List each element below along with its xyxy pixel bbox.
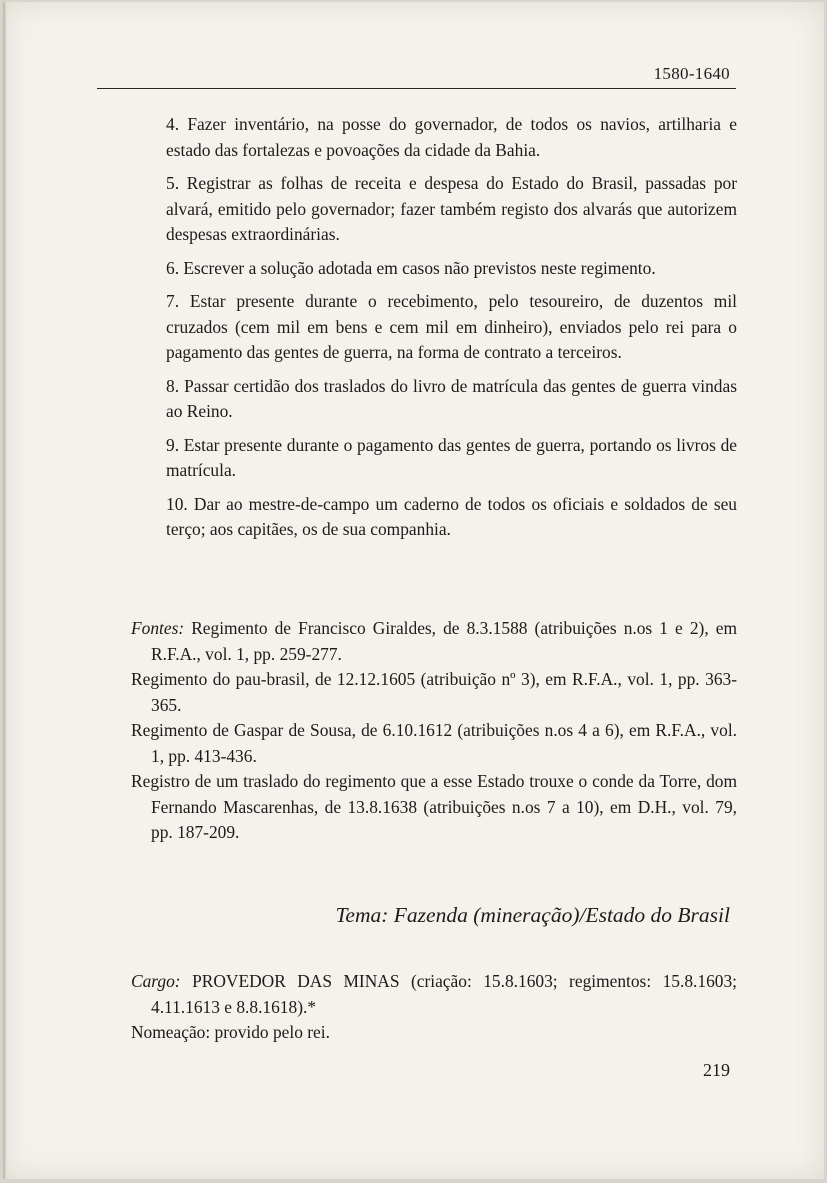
cargo-line	[131, 969, 737, 1020]
cargo-label: Cargo:	[131, 971, 181, 991]
attribution-item-7: 7. Estar presente durante o recebimento, pelo tesoureiro, de duzentos mil cruzados (cem mil em bens e cem mil em dinheiro), enviados pelo rei para o pagamento das gentes de guerra, na forma de contrato a terceiros.	[166, 291, 737, 362]
source-entry-text: Regimento de Francisco Giraldes, de 8.3.1588 (atribuições n.os 1 e 2), em R.F.A., vol. 1, pp. 259-277.	[151, 618, 737, 664]
attribution-item-9: 9. Estar presente durante o pagamento das gentes de guerra, portando os livros de matrícula.	[166, 434, 737, 480]
sources-label: Fontes:	[131, 618, 185, 638]
source-entry: Registro de um traslado do regimento que a esse Estado trouxe o conde da Torre, dom Fernando Mascarenhas, de 13.8.1638 (atribuições n.os 7 a 10), em D.H., vol. 79, pp. 187-209.	[131, 771, 737, 842]
source-entry: Regimento do pau-brasil, de 12.12.1605 (atribuição nº 3), em R.F.A., vol. 1, pp. 363-365.	[131, 669, 737, 715]
source-entry: Regimento de Gaspar de Sousa, de 6.10.1612 (atribuições n.os 4 a 6), em R.F.A., vol. 1, pp. 413-436.	[131, 720, 737, 766]
attribution-item-4: 4. Fazer inventário, na posse do governador, de todos os navios, artilharia e estado das fortalezas e povoações da cidade da Bahia.	[166, 114, 737, 160]
running-head-period: 1580-1640	[653, 64, 730, 83]
attributions-list	[166, 112, 737, 551]
attribution-item-5: 5. Registrar as folhas de receita e despesa do Estado do Brasil, passadas por alvará, emitido pelo governador; fazer também registo dos alvarás que autorizem despesas extraordinárias.	[166, 173, 737, 244]
header-rule	[97, 88, 736, 89]
attribution-item-10: 10. Dar ao mestre-de-campo um caderno de todos os oficiais e soldados de seu terço; aos capitães, os de sua companhia.	[166, 493, 737, 539]
attribution-item-6: 6. Escrever a solução adotada em casos não previstos neste regimento.	[166, 257, 656, 278]
source-entry	[131, 616, 737, 667]
page-number: 219	[703, 1060, 730, 1080]
attribution-item-8: 8. Passar certidão dos traslados do livro de matrícula das gentes de guerra vindas ao Reino.	[166, 375, 737, 421]
sources-block	[131, 616, 737, 846]
book-page	[3, 2, 824, 1179]
cargo-text: PROVEDOR DAS MINAS (criação: 15.8.1603; regimentos: 15.8.1603; 4.11.1613 e 8.8.1618).*	[151, 971, 737, 1017]
section-theme-heading: Tema: Fazenda (mineração)/Estado do Brasil	[335, 903, 730, 927]
page-edge-shadow	[3, 2, 7, 1179]
nomeacao-line: Nomeação: provido pelo rei.	[131, 1022, 330, 1042]
cargo-block	[131, 969, 737, 1046]
